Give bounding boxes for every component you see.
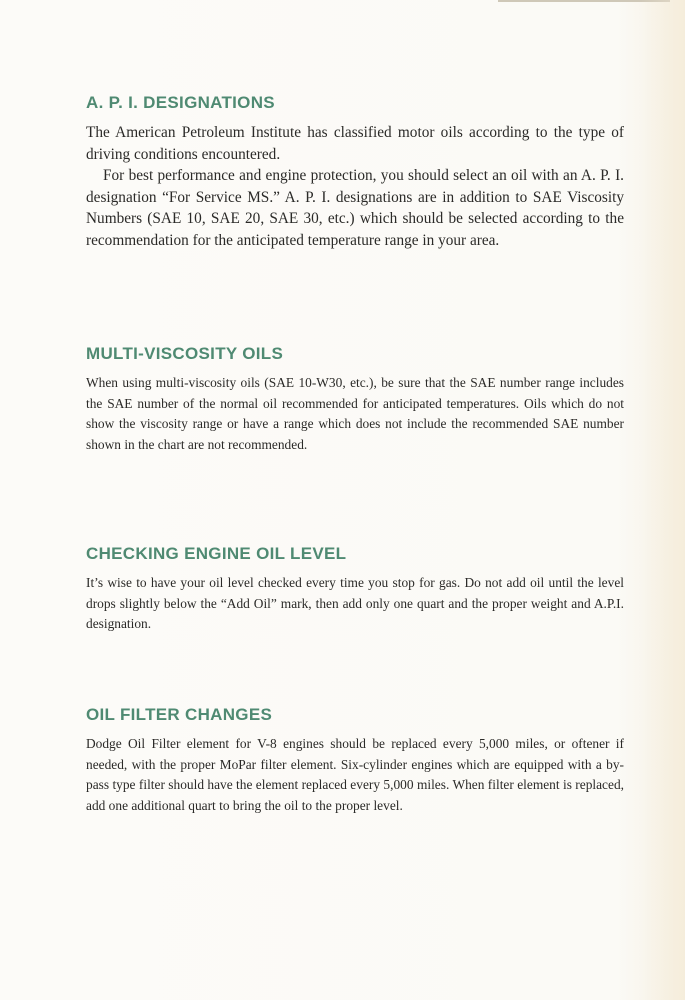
paragraph: The American Petroleum Institute has classified motor oils according to the type of driving conditions encountered.: [86, 124, 624, 163]
section-api-designations: [86, 93, 624, 251]
paragraph: Dodge Oil Filter element for V-8 engines should be replaced every 5,000 miles, or oftener if needed, with the proper MoPar filter element. Six-cylinder engines which are equipped with a by-pass type filter should have the element replaced every 5,000 miles. When filter element is replaced, add one additional quart to bring the oil to the proper level.: [86, 736, 624, 813]
section-heading: A. P. I. DESIGNATIONS: [86, 93, 275, 112]
section-heading: OIL FILTER CHANGES: [86, 705, 273, 724]
section-multi-viscosity-oils: [86, 344, 624, 455]
section-heading: MULTI-VISCOSITY OILS: [86, 344, 284, 363]
paragraph: For best performance and engine protection, you should select an oil with an A. P. I. designation “For Service MS.” A. P. I. designations are in addition to SAE Viscosity Numbers (SAE 10, SAE 20, SAE 30, etc.) which should be selected according to the recommendation for the anticipated temperature range in your area.: [86, 167, 624, 249]
paragraph: When using multi-viscosity oils (SAE 10-W30, etc.), be sure that the SAE number range includes the SAE number of the normal oil recommended for anticipated temperatures. Oils which do not show the viscosity range or have a range which does not include the recommended SAE number shown in the chart are not recommended.: [86, 375, 624, 452]
section-oil-filter-changes: [86, 705, 624, 816]
section-heading: CHECKING ENGINE OIL LEVEL: [86, 544, 347, 563]
page-right-shade: [641, 0, 685, 1000]
paragraph: It’s wise to have your oil level checked every time you stop for gas. Do not add oil until the level drops slightly below the “Add Oil” mark, then add only one quart and the proper weight and A.P.I. designation.: [86, 575, 624, 631]
section-checking-engine-oil-level: [86, 544, 624, 635]
